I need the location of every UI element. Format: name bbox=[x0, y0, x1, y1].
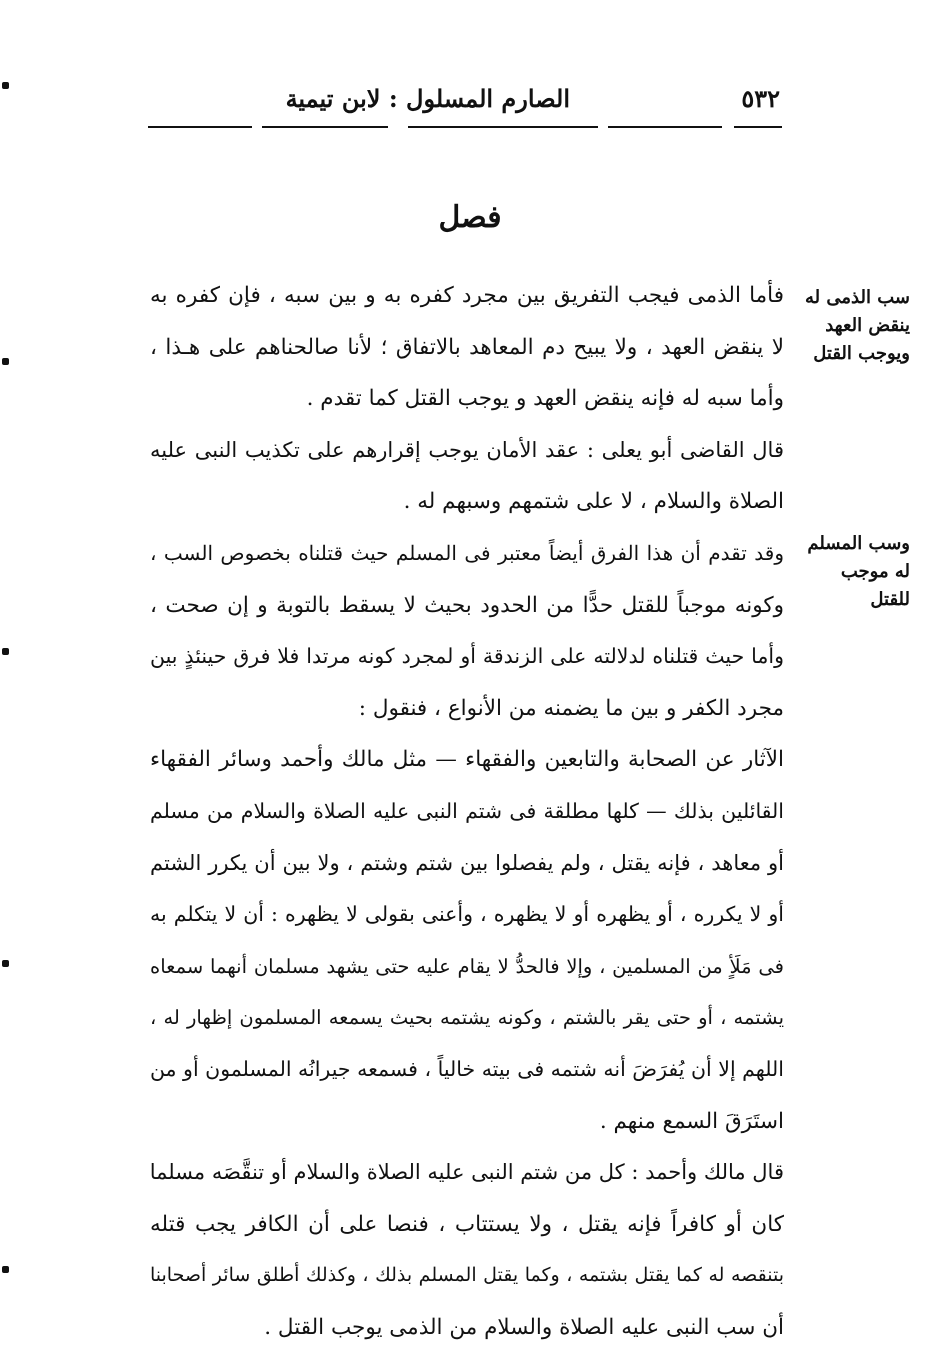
header-rule-segment bbox=[734, 126, 782, 128]
section-title: فصل bbox=[438, 200, 502, 235]
text-line: استَرَقَ السمع منهم . bbox=[599, 1108, 784, 1134]
text-line: مجرد الكفر و بين ما يضمنه من الأنواع ، فنقول : bbox=[358, 695, 784, 721]
text-line: الصلاة والسلام ، لا على شتمهم وسبهم له . bbox=[403, 489, 784, 515]
text-line: الآثار عن الصحابة والتابعين والفقهاء — مثل مالك وأحمد وسائر الفقهاء bbox=[150, 747, 784, 773]
text-line: وكونه موجباً للقتل حدًّا من الحدود بحيث لا يسقط بالتوبة و إن صحت ، bbox=[150, 592, 784, 618]
header-rule bbox=[148, 126, 782, 130]
text-line: أن سب النبى عليه الصلاة والسلام من الذمى يوجب القتل . bbox=[264, 1314, 784, 1340]
header-rule-segment bbox=[408, 126, 598, 128]
text-line: اللهم إلا أن يُفرَضَ أنه شتمه فى بيته خالياً ، فسمعه جيرانُه المسلمون أو من bbox=[149, 1056, 784, 1081]
text-line: القائلين بذلك — كلها مطلقة فى شتم النبى عليه الصلاة والسلام من مسلم bbox=[150, 798, 784, 823]
page-header bbox=[150, 84, 780, 116]
text-line: فى مَلَأٍ من المسلمين ، وإلا فالحدُّ لا يقام عليه حتى يشهد مسلمان أنهما سمعاه bbox=[150, 954, 784, 978]
margin-note-dhimmi: سب الذمى له ينقض العهد ويوجب القتل bbox=[804, 287, 910, 364]
text-line: وأما حيث قتلناه لدلالته على الزندقة أو لمجرد كونه مرتدا فلا فرق حينئذٍ بين bbox=[150, 644, 784, 669]
scan-mark bbox=[2, 960, 9, 967]
text-line: قال مالك وأحمد : كل من شتم النبى عليه الصلاة والسلام أو تنقَّصَه مسلما bbox=[149, 1160, 784, 1185]
text-line: كان أو كافراً فإنه يقتل ، ولا يستتاب ، فنصا على أن الكافر يجب قتله bbox=[150, 1211, 784, 1237]
header-rule-segment bbox=[608, 126, 722, 128]
running-title: الصارم المسلول : لابن تيمية bbox=[285, 84, 570, 113]
scan-mark bbox=[2, 1266, 9, 1273]
scan-mark bbox=[2, 648, 9, 655]
header-rule-segment bbox=[148, 126, 252, 128]
text-line: فأما الذمى فيجب التفريق بين مجرد كفره به و بين سبه ، فإن كفره به bbox=[150, 283, 784, 308]
text-line: وقد تقدم أن هذا الفرق أيضاً معتبر فى المسلم حيث قتلناه بخصوص السب ، bbox=[150, 540, 784, 565]
scan-mark bbox=[2, 358, 9, 365]
text-line: أو لا يكرره ، أو يظهره أو لا يظهره ، وأعنى بقولى لا يظهره : أن لا يتكلم به bbox=[150, 902, 784, 927]
header-rule-segment bbox=[262, 126, 388, 128]
page-number: ٥٣٢ bbox=[741, 84, 780, 113]
text-line: بتنقصه له كما يقتل بشتمه ، وكما يقتل المسلم بذلك ، وكذلك أطلق سائر أصحابنا bbox=[150, 1264, 784, 1287]
scan-mark bbox=[2, 82, 9, 89]
body-text bbox=[150, 270, 784, 1353]
text-line: قال القاضى أبو يعلى : عقد الأمان يوجب إقرارهم على تكذيب النبى عليه bbox=[150, 437, 784, 462]
text-line: أو معاهد ، فإنه يقتل ، ولم يفصلوا بين شتم وشتم ، ولا بين أن يكرر الشتم bbox=[150, 850, 784, 875]
text-line: وأما سبه له فإنه ينقض العهد و يوجب القتل كما تقدم . bbox=[306, 386, 784, 412]
text-line: لا ينقض العهد ، ولا يبيح دم المعاهد بالاتفاق ؛ لأنا صالحناهم على هـذا ، bbox=[150, 334, 784, 360]
text-line: يشتمه ، أو حتى يقر بالشتم ، وكونه يشتمه بحيث يسمعه المسلمون إظهار له ، bbox=[150, 1006, 784, 1030]
margin-note-muslim: وسب المسلم له موجب للقتل bbox=[807, 533, 910, 610]
